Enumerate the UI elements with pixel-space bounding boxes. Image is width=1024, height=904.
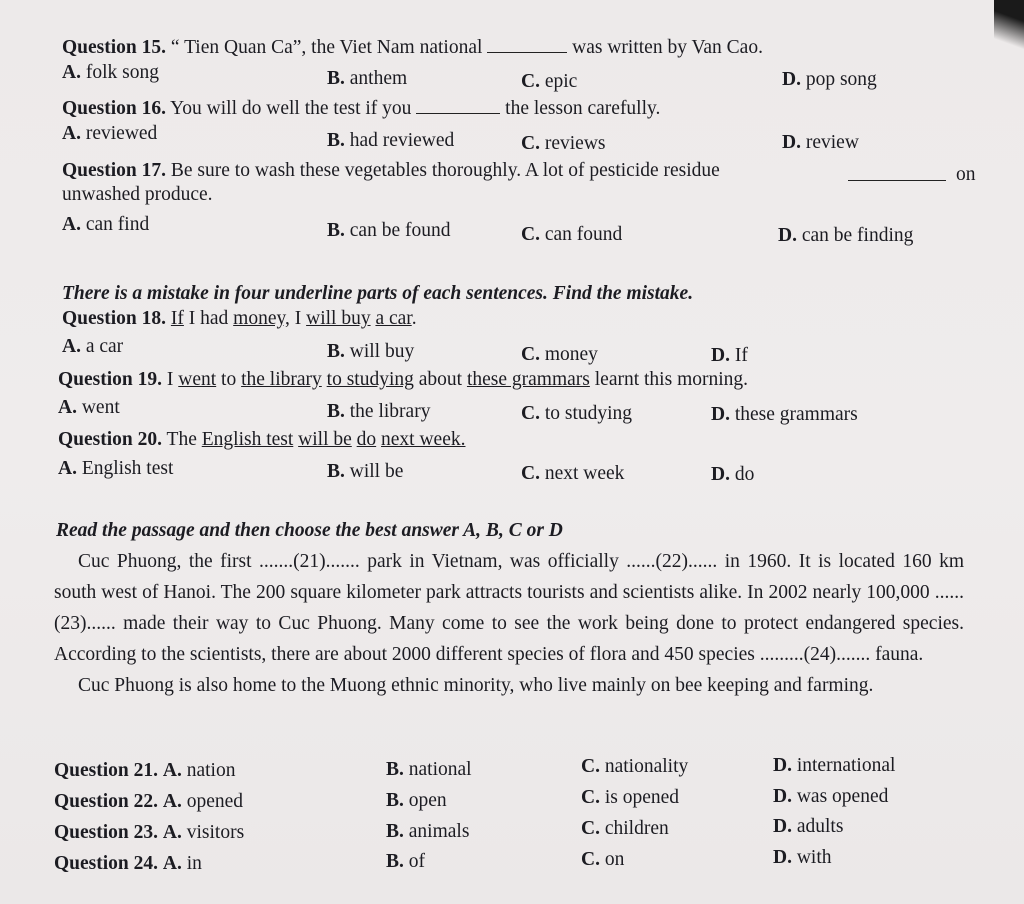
question-19-stem: Question 19. I went to the library to studying about these grammars learnt this morning. xyxy=(58,369,749,390)
question-23: Question 23. A. visitors xyxy=(54,822,245,843)
underlined-part: If xyxy=(170,308,184,329)
option-d[interactable]: D. was opened xyxy=(773,786,889,807)
question-label: Question 15. xyxy=(62,37,167,58)
stem-text: on xyxy=(956,164,976,185)
question-label: Question 20. xyxy=(58,429,163,450)
option-c[interactable]: C. epic xyxy=(521,71,578,92)
option-d[interactable]: D. pop song xyxy=(782,69,877,90)
option-b[interactable]: B. national xyxy=(386,759,472,780)
option-b[interactable]: B. will be xyxy=(327,461,404,482)
option-a[interactable]: A. can find xyxy=(62,214,150,235)
stem-text: was written by Van Cao. xyxy=(572,37,763,58)
option-a[interactable]: A. English test xyxy=(58,458,174,479)
stem-text: “ Tien Quan Ca”, the Viet Nam national xyxy=(170,37,483,58)
question-22: Question 22. A. opened xyxy=(54,791,244,812)
section-heading: Read the passage and then choose the best answer A, B, C or D xyxy=(56,520,563,541)
stem-text: unwashed produce. xyxy=(62,184,213,205)
passage-paragraph: Cuc Phuong is also home to the Muong ethnic minority, who live mainly on bee keeping and farming. xyxy=(78,675,874,696)
option-d[interactable]: D. If xyxy=(711,345,748,366)
option-a[interactable]: A. reviewed xyxy=(62,123,158,144)
underlined-part: next week. xyxy=(381,429,466,450)
option-b[interactable]: B. animals xyxy=(386,821,470,842)
option-b[interactable]: B. of xyxy=(386,851,426,872)
passage-paragraph: Cuc Phuong, the first .......(21)....... park in Vietnam, was officially ......(22)...... in 1960. It is located 160 km south west of Hanoi. The 200 square kilometer park attracts tourists and scientists alike. In 2002 nearly 100,000 ......(23)...... made their way to Cuc Phuong. Many come to see the work being done to protect endangered species. According to the scientists, there are about 2000 different species of flora and 450 species .........(24)....... fauna. xyxy=(54,551,964,665)
option-c[interactable]: C. money xyxy=(521,344,598,365)
reading-passage xyxy=(54,546,964,701)
option-b[interactable]: B. anthem xyxy=(327,68,408,89)
option-d[interactable]: D. these grammars xyxy=(711,404,858,425)
option-a[interactable]: A. folk song xyxy=(62,62,159,83)
underlined-part: do xyxy=(356,429,377,450)
option-c[interactable]: C. next week xyxy=(521,463,625,484)
option-b[interactable]: B. can be found xyxy=(327,220,451,241)
stem-text: Be sure to wash these vegetables thoroughly. A lot of pesticide residue xyxy=(170,160,720,181)
question-label: Question 19. xyxy=(58,369,163,390)
question-18-stem: Question 18. If I had money, I will buy a car. xyxy=(62,308,417,329)
option-c[interactable]: C. nationality xyxy=(581,756,689,777)
option-b[interactable]: B. the library xyxy=(327,401,431,422)
option-c[interactable]: C. to studying xyxy=(521,403,633,424)
underlined-part: a car xyxy=(375,308,412,329)
question-label: Question 18. xyxy=(62,308,167,329)
option-d[interactable]: D. can be finding xyxy=(778,225,914,246)
underlined-part: money, xyxy=(233,308,290,329)
question-20-stem: Question 20. The English test will be do next week. xyxy=(58,429,466,450)
underlined-part: will buy xyxy=(306,308,371,329)
option-d[interactable]: D. adults xyxy=(773,816,844,837)
option-c[interactable]: C. reviews xyxy=(521,133,606,154)
option-c[interactable]: C. can found xyxy=(521,224,623,245)
stem-text: You will do well the test if you xyxy=(170,98,412,119)
stem-text: the lesson carefully. xyxy=(505,98,661,119)
underlined-part: the library xyxy=(241,369,322,390)
option-d[interactable]: D. do xyxy=(711,464,755,485)
option-a[interactable]: A. went xyxy=(58,397,120,418)
option-d[interactable]: D. international xyxy=(773,755,896,776)
underlined-part: English test xyxy=(201,429,294,450)
question-21: Question 21. A. nation xyxy=(54,760,236,781)
option-c[interactable]: C. is opened xyxy=(581,787,680,808)
answer-blank xyxy=(487,36,567,53)
section-heading: There is a mistake in four underline parts of each sentences. Find the mistake. xyxy=(62,283,694,304)
option-c[interactable]: C. on xyxy=(581,849,625,870)
option-d[interactable]: D. review xyxy=(782,132,859,153)
underlined-part: will be xyxy=(298,429,352,450)
option-d[interactable]: D. with xyxy=(773,847,832,868)
answer-blank xyxy=(848,164,946,181)
question-17-stem xyxy=(62,159,720,183)
question-16-stem xyxy=(62,97,660,121)
option-c[interactable]: C. children xyxy=(581,818,669,839)
option-b[interactable]: B. will buy xyxy=(327,341,415,362)
underlined-part: went xyxy=(178,369,217,390)
question-label: Question 17. xyxy=(62,160,167,181)
question-15-stem xyxy=(62,36,763,60)
underlined-part: these grammars xyxy=(466,369,590,390)
question-24: Question 24. A. in xyxy=(54,853,202,874)
option-a[interactable]: A. a car xyxy=(62,336,124,357)
option-b[interactable]: B. open xyxy=(386,790,447,811)
underlined-part: to studying xyxy=(326,369,414,390)
option-b[interactable]: B. had reviewed xyxy=(327,130,455,151)
question-label: Question 16. xyxy=(62,98,167,119)
answer-blank xyxy=(416,97,500,114)
